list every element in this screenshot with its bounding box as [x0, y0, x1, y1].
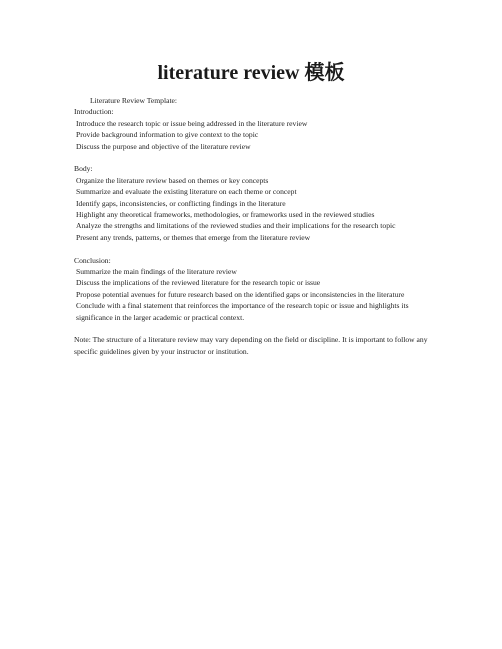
conclusion-item: Conclude with a final statement that reinforces the importance of the research topic or issue and highlights its significance in the larger academic or practical context. — [76, 301, 409, 322]
template-heading: Literature Review Template: — [90, 96, 178, 105]
body-item: Organize the literature review based on themes or key concepts — [76, 175, 269, 185]
introduction-item: Provide background information to give context to the topic — [76, 130, 259, 140]
note-paragraph: Note: The structure of a literature review may vary depending on the field or discipline. It is important to follow any specific guidelines given by your instructor or institution. — [74, 335, 428, 356]
section-spacer — [74, 152, 429, 163]
section-spacer — [74, 323, 429, 334]
document-body — [74, 95, 429, 357]
body-item: Summarize and evaluate the existing literature on each theme or concept — [76, 187, 297, 197]
body-item: Present any trends, patterns, or themes that emerge from the literature review — [76, 232, 311, 242]
body-label: Body: — [74, 164, 93, 174]
section-spacer — [74, 243, 429, 254]
page-title: literature review 模板 — [157, 62, 345, 84]
introduction-label: Introduction: — [74, 107, 114, 117]
introduction-item: Discuss the purpose and objective of the literature review — [76, 141, 251, 151]
conclusion-item: Discuss the implications of the reviewed literature for the research topic or issue — [76, 278, 321, 288]
conclusion-item: Propose potential avenues for future research based on the identified gaps or inconsistencies in the literature — [76, 289, 405, 299]
body-item: Highlight any theoretical frameworks, methodologies, or frameworks used in the reviewed studies — [76, 210, 375, 220]
body-item: Analyze the strengths and limitations of the reviewed studies and their implications for the research topic — [76, 221, 396, 231]
body-item: Identify gaps, inconsistencies, or conflicting findings in the literature — [76, 198, 286, 208]
introduction-item: Introduce the research topic or issue being addressed in the literature review — [76, 118, 308, 128]
conclusion-label: Conclusion: — [74, 255, 111, 265]
conclusion-item: Summarize the main findings of the literature review — [76, 267, 237, 277]
